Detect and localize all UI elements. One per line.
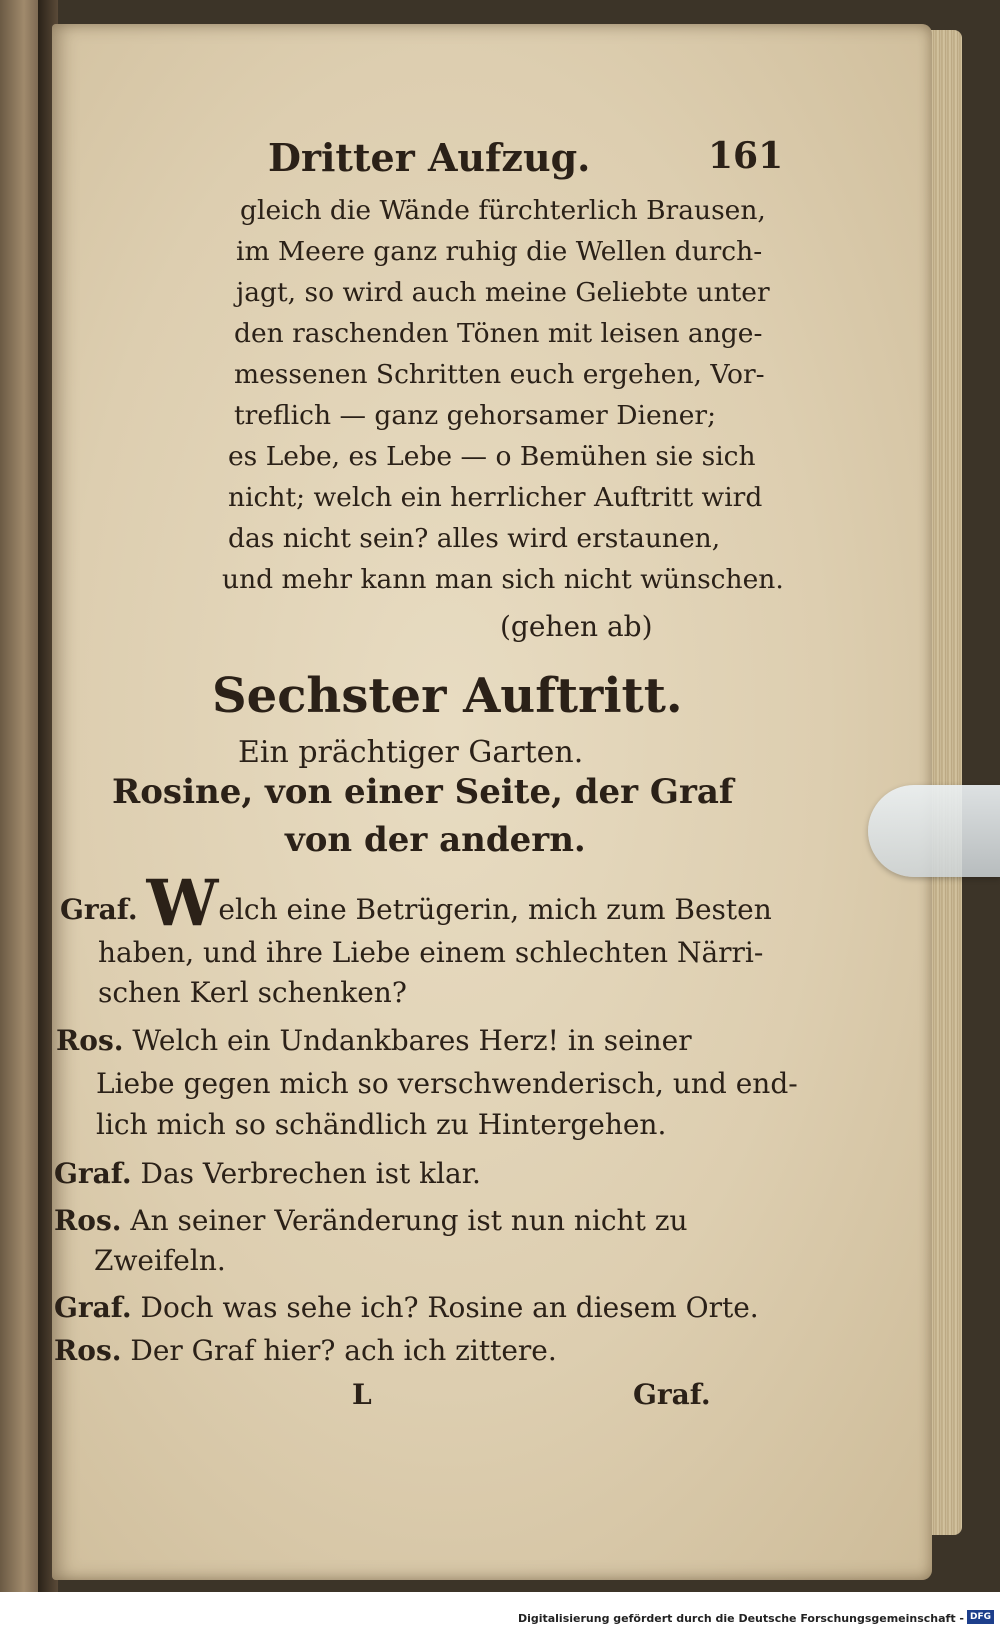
- drop-cap: W: [146, 866, 219, 941]
- page-block-edges: [928, 30, 962, 1535]
- dialogue-line: Zweifeln.: [94, 1244, 226, 1277]
- body-line: treflich — ganz gehorsamer Diener;: [234, 400, 717, 431]
- body-line: gleich die Wände fürchterlich Brausen,: [240, 195, 766, 226]
- page-number: 161: [708, 135, 784, 177]
- scene-setting: Ein prächtiger Garten.: [238, 735, 584, 770]
- body-line: jagt, so wird auch meine Geliebte unter: [236, 277, 770, 308]
- dfg-logo: DFG: [967, 1610, 994, 1624]
- dialogue-line: lich mich so schändlich zu Hintergehen.: [96, 1108, 667, 1141]
- body-line: messenen Schritten euch ergehen, Vor-: [234, 359, 765, 390]
- body-line: nicht; welch ein herrlicher Auftritt wird: [228, 482, 763, 513]
- body-line: und mehr kann man sich nicht wünschen.: [222, 564, 784, 595]
- speaker-label: Ros.: [54, 1334, 122, 1367]
- dialogue-text: Der Graf hier? ach ich zittere.: [130, 1334, 557, 1367]
- body-line: den raschenden Tönen mit leisen ange-: [234, 318, 763, 349]
- dialogue-line: haben, und ihre Liebe einem schlechten Närri-: [98, 936, 764, 969]
- dialogue-line: [54, 1291, 759, 1324]
- dialogue-text: An seiner Veränderung ist nun nicht zu: [130, 1204, 688, 1237]
- characters-line: Rosine, von einer Seite, der Graf: [112, 772, 734, 812]
- dialogue-line: Liebe gegen mich so verschwenderisch, und end-: [96, 1067, 798, 1100]
- characters-line: von der andern.: [285, 820, 586, 860]
- dialogue-line: [56, 1024, 692, 1057]
- speaker-label: Ros.: [54, 1204, 122, 1237]
- dialogue-text: Das Verbrechen ist klar.: [140, 1157, 481, 1190]
- speaker-label: Ros.: [56, 1024, 124, 1057]
- speaker-label: Graf.: [60, 893, 138, 926]
- dialogue-line: [54, 1334, 557, 1367]
- speaker-label: Graf.: [54, 1157, 132, 1190]
- page-tab-marker: [868, 785, 1000, 877]
- signature-mark: L: [352, 1378, 372, 1411]
- catchword: Graf.: [633, 1378, 711, 1411]
- stage-direction: (gehen ab): [500, 610, 653, 643]
- dialogue-text: elch eine Betrügerin, mich zum Besten: [218, 893, 772, 926]
- body-line: im Meere ganz ruhig die Wellen durch-: [236, 236, 763, 267]
- scene-title: Sechster Auftritt.: [212, 668, 683, 724]
- speaker-label: Graf.: [54, 1291, 132, 1324]
- facing-page-edge: [0, 0, 40, 1592]
- dialogue-text: Doch was sehe ich? Rosine an diesem Orte.: [140, 1291, 759, 1324]
- dialogue-line: [54, 1157, 481, 1190]
- digitization-credit: Digitalisierung gefördert durch die Deutsche Forschungsgemeinschaft -: [517, 1612, 964, 1625]
- dialogue-line: [54, 1204, 688, 1237]
- dialogue-text: Welch ein Undankbares Herz! in seiner: [132, 1024, 692, 1057]
- body-line: es Lebe, es Lebe — o Bemühen sie sich: [228, 441, 756, 472]
- running-head: Dritter Aufzug.: [268, 135, 591, 180]
- dialogue-line: [60, 866, 772, 941]
- body-line: das nicht sein? alles wird erstaunen,: [228, 523, 721, 554]
- dialogue-line: schen Kerl schenken?: [98, 976, 407, 1009]
